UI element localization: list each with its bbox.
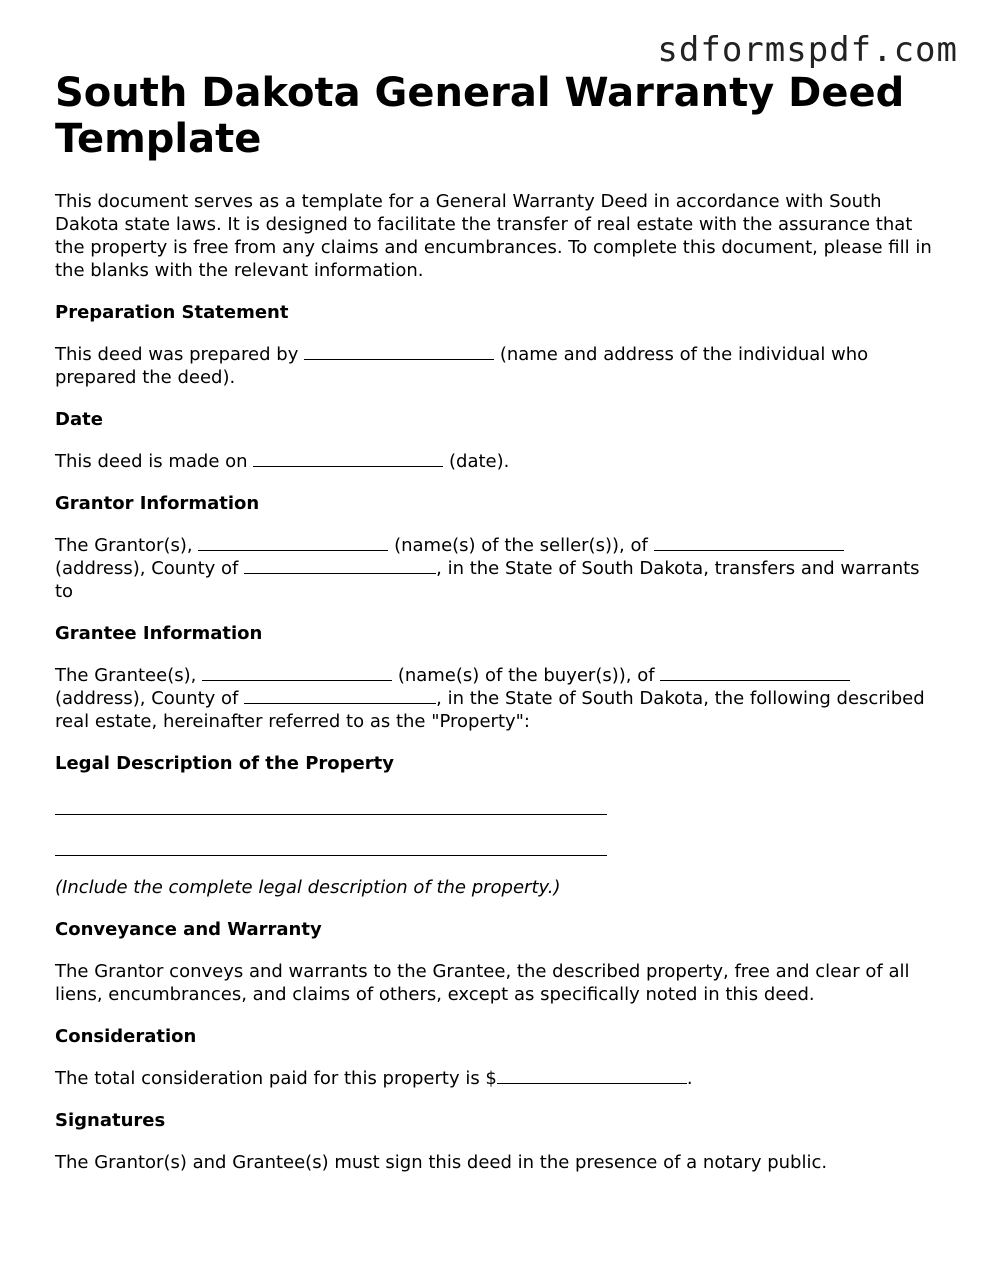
grantor-county-blank[interactable] — [244, 559, 436, 574]
grantee-heading: Grantee Information — [55, 623, 263, 644]
legal-note: (Include the complete legal description of the property.) — [55, 877, 561, 898]
grantee-county-blank[interactable] — [244, 689, 436, 704]
conveyance-heading: Conveyance and Warranty — [55, 919, 322, 940]
document-page — [55, 70, 935, 1193]
consideration-heading: Consideration — [55, 1026, 197, 1047]
preparation-text-before: This deed was prepared by — [55, 344, 299, 365]
legal-description-line-1[interactable] — [55, 794, 607, 815]
preparation-heading: Preparation Statement — [55, 302, 289, 323]
legal-description-line-2[interactable] — [55, 835, 607, 856]
grantee-text-3: (address), County of — [55, 688, 239, 709]
grantee-address-blank[interactable] — [660, 666, 850, 681]
legal-heading: Legal Description of the Property — [55, 753, 394, 774]
grantee-name-blank[interactable] — [202, 666, 392, 681]
grantor-name-blank[interactable] — [198, 536, 388, 551]
grantor-text-2: (name(s) of the seller(s)), of — [394, 535, 648, 556]
page-title: South Dakota General Warranty Deed Template — [55, 70, 905, 162]
consideration-text-before: The total consideration paid for this property is $ — [55, 1068, 497, 1089]
consideration-text-after: . — [686, 1068, 693, 1089]
conveyance-paragraph: The Grantor conveys and warrants to the Grantee, the described property, free and clear of all liens, encumbrances, and claims of others, except as specifically noted in this deed. — [55, 961, 910, 1005]
date-heading: Date — [55, 409, 103, 430]
signatures-heading: Signatures — [55, 1110, 166, 1131]
intro-paragraph: This document serves as a template for a General Warranty Deed in accordance with South Dakota state laws. It is designed to facilitate the transfer of real estate with the assurance that the property is free from any claims and encumbrances. To complete this document, please fill in the blanks with the relevant information. — [55, 191, 932, 281]
consideration-paragraph — [55, 1067, 935, 1090]
grantor-address-blank[interactable] — [654, 536, 844, 551]
date-text-after: (date). — [449, 451, 510, 472]
date-text-before: This deed is made on — [55, 451, 248, 472]
date-paragraph — [55, 450, 935, 473]
grantor-paragraph — [55, 534, 935, 603]
consideration-amount-blank[interactable] — [497, 1069, 687, 1084]
grantee-text-1: The Grantee(s), — [55, 665, 197, 686]
grantor-text-4: , in the State of South Dakota, transfers and warrants to — [55, 558, 920, 602]
preparation-text-after: (name and address of the individual who prepared the deed). — [55, 344, 869, 388]
site-watermark: sdformspdf.com — [657, 30, 958, 70]
signatures-paragraph: The Grantor(s) and Grantee(s) must sign this deed in the presence of a notary public. — [55, 1152, 828, 1173]
date-blank[interactable] — [253, 452, 443, 467]
grantee-text-2: (name(s) of the buyer(s)), of — [397, 665, 655, 686]
grantee-paragraph — [55, 664, 935, 733]
preparation-paragraph — [55, 343, 935, 389]
grantor-heading: Grantor Information — [55, 493, 260, 514]
preparer-blank[interactable] — [304, 345, 494, 360]
grantee-text-4: , in the State of South Dakota, the following described real estate, hereinafter referred to as the "Property": — [55, 688, 925, 732]
grantor-text-1: The Grantor(s), — [55, 535, 193, 556]
grantor-text-3: (address), County of — [55, 558, 239, 579]
